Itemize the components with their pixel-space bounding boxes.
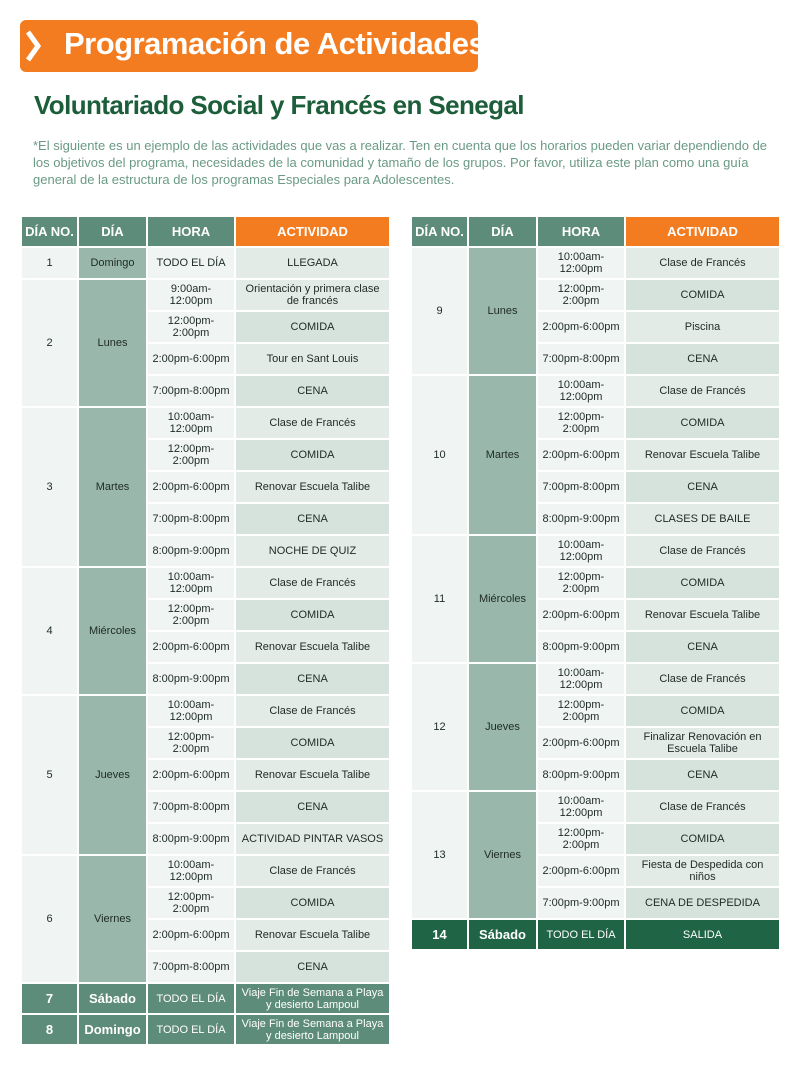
hour-cell: TODO EL DÍA bbox=[148, 248, 234, 278]
table-row bbox=[22, 312, 389, 342]
hour-cell: 10:00am-12:00pm bbox=[538, 536, 624, 566]
day-name-cell: Martes bbox=[79, 408, 146, 566]
hour-cell: 10:00am-12:00pm bbox=[538, 376, 624, 406]
activity-cell: CENA bbox=[626, 472, 779, 502]
table-row bbox=[412, 856, 779, 886]
hour-cell: 2:00pm-6:00pm bbox=[538, 312, 624, 342]
activity-cell: Renovar Escuela Talibe bbox=[236, 920, 389, 950]
table-row bbox=[22, 472, 389, 502]
table-row bbox=[412, 920, 779, 949]
activity-cell: COMIDA bbox=[626, 824, 779, 854]
table-row bbox=[412, 344, 779, 374]
activity-cell: COMIDA bbox=[236, 440, 389, 470]
activity-cell: COMIDA bbox=[626, 568, 779, 598]
hour-cell: 7:00pm-8:00pm bbox=[148, 504, 234, 534]
title-banner bbox=[20, 20, 486, 72]
table-row bbox=[412, 632, 779, 662]
column-header-activity: ACTIVIDAD bbox=[626, 217, 779, 246]
program-subtitle: Voluntariado Social y Francés en Senegal bbox=[34, 90, 524, 120]
activity-cell: CENA bbox=[236, 504, 389, 534]
activity-cell: Renovar Escuela Talibe bbox=[236, 472, 389, 502]
activity-cell: CENA bbox=[236, 376, 389, 406]
column-header-hour: HORA bbox=[538, 217, 624, 246]
day-name-cell: Sábado bbox=[469, 920, 536, 949]
table-row bbox=[412, 888, 779, 918]
table-row bbox=[412, 408, 779, 438]
hour-cell: 2:00pm-6:00pm bbox=[538, 856, 624, 886]
hour-cell: 12:00pm-2:00pm bbox=[148, 888, 234, 918]
column-header-day: DÍA bbox=[79, 217, 146, 246]
day-number-cell: 2 bbox=[22, 280, 77, 406]
activity-cell: Piscina bbox=[626, 312, 779, 342]
hour-cell: 7:00pm-8:00pm bbox=[538, 344, 624, 374]
activity-cell: CENA bbox=[626, 344, 779, 374]
day-number-cell: 8 bbox=[22, 1015, 77, 1044]
table-header-row bbox=[22, 217, 389, 246]
hour-cell: 12:00pm-2:00pm bbox=[538, 408, 624, 438]
activity-cell: Clase de Francés bbox=[236, 696, 389, 726]
activity-cell: Clase de Francés bbox=[236, 568, 389, 598]
table-row bbox=[22, 280, 389, 310]
hour-cell: 2:00pm-6:00pm bbox=[148, 920, 234, 950]
activity-cell: COMIDA bbox=[236, 312, 389, 342]
day-number-cell: 1 bbox=[22, 248, 77, 278]
column-header-day-number: DÍA NO. bbox=[22, 217, 77, 246]
table-row bbox=[22, 728, 389, 758]
day-name-cell: Lunes bbox=[79, 280, 146, 406]
activity-cell: Renovar Escuela Talibe bbox=[236, 760, 389, 790]
activity-cell: COMIDA bbox=[626, 280, 779, 310]
day-name-cell: Jueves bbox=[469, 664, 536, 790]
hour-cell: 8:00pm-9:00pm bbox=[538, 760, 624, 790]
table-row bbox=[412, 792, 779, 822]
hour-cell: 12:00pm-2:00pm bbox=[538, 696, 624, 726]
hour-cell: 12:00pm-2:00pm bbox=[148, 600, 234, 630]
day-number-cell: 13 bbox=[412, 792, 467, 918]
activity-cell: Fiesta de Despedida con niños bbox=[626, 856, 779, 886]
table-row bbox=[22, 664, 389, 694]
day-number-cell: 10 bbox=[412, 376, 467, 534]
page-title: Programación de Actividades bbox=[64, 26, 486, 61]
hour-cell: 8:00pm-9:00pm bbox=[148, 664, 234, 694]
hour-cell: TODO EL DÍA bbox=[538, 920, 624, 949]
activity-cell: COMIDA bbox=[626, 696, 779, 726]
hour-cell: 10:00am-12:00pm bbox=[148, 408, 234, 438]
hour-cell: 2:00pm-6:00pm bbox=[148, 632, 234, 662]
day-number-cell: 9 bbox=[412, 248, 467, 374]
hour-cell: 7:00pm-8:00pm bbox=[148, 952, 234, 982]
hour-cell: 2:00pm-6:00pm bbox=[538, 440, 624, 470]
table-row bbox=[412, 248, 779, 278]
table-row bbox=[412, 376, 779, 406]
table-row bbox=[412, 568, 779, 598]
hour-cell: 12:00pm-2:00pm bbox=[148, 440, 234, 470]
table-row bbox=[22, 440, 389, 470]
table-row bbox=[22, 984, 389, 1013]
hour-cell: 12:00pm-2:00pm bbox=[148, 312, 234, 342]
table-row bbox=[412, 728, 779, 758]
activity-cell: Clase de Francés bbox=[626, 248, 779, 278]
day-name-cell: Sábado bbox=[79, 984, 146, 1013]
table-row bbox=[22, 632, 389, 662]
table-row bbox=[412, 600, 779, 630]
activity-cell: ACTIVIDAD PINTAR VASOS bbox=[236, 824, 389, 854]
table-row bbox=[412, 696, 779, 726]
day-name-cell: Viernes bbox=[79, 856, 146, 982]
hour-cell: 8:00pm-9:00pm bbox=[148, 536, 234, 566]
hour-cell: TODO EL DÍA bbox=[148, 1015, 234, 1044]
table-row bbox=[22, 600, 389, 630]
table-row bbox=[22, 248, 389, 278]
table-row bbox=[22, 824, 389, 854]
table-row bbox=[412, 472, 779, 502]
activity-cell: COMIDA bbox=[236, 600, 389, 630]
hour-cell: 10:00am-12:00pm bbox=[538, 248, 624, 278]
table-row bbox=[412, 824, 779, 854]
day-name-cell: Domingo bbox=[79, 248, 146, 278]
activity-cell: Clase de Francés bbox=[626, 664, 779, 694]
table-row bbox=[22, 376, 389, 406]
hour-cell: 12:00pm-2:00pm bbox=[538, 568, 624, 598]
day-name-cell: Lunes bbox=[469, 248, 536, 374]
activity-cell: COMIDA bbox=[626, 408, 779, 438]
column-header-hour: HORA bbox=[148, 217, 234, 246]
day-number-cell: 5 bbox=[22, 696, 77, 854]
table-row bbox=[22, 408, 389, 438]
table-row bbox=[22, 504, 389, 534]
day-number-cell: 6 bbox=[22, 856, 77, 982]
schedule-table-right bbox=[410, 215, 781, 951]
hour-cell: 2:00pm-6:00pm bbox=[538, 728, 624, 758]
table-row bbox=[22, 760, 389, 790]
hour-cell: 9:00am-12:00pm bbox=[148, 280, 234, 310]
day-number-cell: 14 bbox=[412, 920, 467, 949]
table-header-row bbox=[412, 217, 779, 246]
hour-cell: 7:00pm-8:00pm bbox=[538, 472, 624, 502]
table-row bbox=[22, 1015, 389, 1044]
table-row bbox=[412, 440, 779, 470]
activity-cell: CENA bbox=[236, 664, 389, 694]
column-header-day-number: DÍA NO. bbox=[412, 217, 467, 246]
table-row bbox=[412, 280, 779, 310]
hour-cell: 12:00pm-2:00pm bbox=[538, 280, 624, 310]
activity-cell: Clase de Francés bbox=[236, 856, 389, 886]
activity-cell: CENA bbox=[236, 952, 389, 982]
activity-cell: CENA DE DESPEDIDA bbox=[626, 888, 779, 918]
hour-cell: 8:00pm-9:00pm bbox=[538, 504, 624, 534]
hour-cell: 2:00pm-6:00pm bbox=[538, 600, 624, 630]
table-row bbox=[22, 888, 389, 918]
activity-cell: Finalizar Renovación en Escuela Talibe bbox=[626, 728, 779, 758]
day-name-cell: Miércoles bbox=[469, 536, 536, 662]
activity-cell: Viaje Fin de Semana a Playa y desierto Lampoul bbox=[236, 984, 389, 1013]
table-row bbox=[22, 568, 389, 598]
table-row bbox=[412, 504, 779, 534]
table-row bbox=[412, 760, 779, 790]
day-number-cell: 12 bbox=[412, 664, 467, 790]
table-row bbox=[412, 536, 779, 566]
activity-cell: COMIDA bbox=[236, 888, 389, 918]
day-name-cell: Miércoles bbox=[79, 568, 146, 694]
hour-cell: 10:00am-12:00pm bbox=[148, 856, 234, 886]
activity-cell: CENA bbox=[626, 632, 779, 662]
table-row bbox=[22, 856, 389, 886]
day-name-cell: Viernes bbox=[469, 792, 536, 918]
schedule-table-left bbox=[20, 215, 391, 1046]
hour-cell: 2:00pm-6:00pm bbox=[148, 472, 234, 502]
schedule-note: *El siguiente es un ejemplo de las actividades que vas a realizar. Ten en cuenta que los horarios pueden variar dependiendo de los objetivos del programa, necesidades de la comunidad y tamaño de los grupos. Por favor, utiliza este plan como una guía general de la estructura de los programas Especiales para Adolescentes. bbox=[33, 138, 768, 187]
activity-cell: CENA bbox=[626, 760, 779, 790]
day-number-cell: 11 bbox=[412, 536, 467, 662]
activity-cell: Tour en Sant Louis bbox=[236, 344, 389, 374]
hour-cell: 12:00pm-2:00pm bbox=[148, 728, 234, 758]
activity-cell: Renovar Escuela Talibe bbox=[626, 600, 779, 630]
activity-cell: CENA bbox=[236, 792, 389, 822]
table-row bbox=[22, 792, 389, 822]
table-row bbox=[22, 696, 389, 726]
activity-cell: CLASES DE BAILE bbox=[626, 504, 779, 534]
hour-cell: 12:00pm-2:00pm bbox=[538, 824, 624, 854]
day-name-cell: Jueves bbox=[79, 696, 146, 854]
day-name-cell: Martes bbox=[469, 376, 536, 534]
column-header-activity: ACTIVIDAD bbox=[236, 217, 389, 246]
table-row bbox=[412, 664, 779, 694]
hour-cell: 7:00pm-8:00pm bbox=[148, 792, 234, 822]
activity-cell: NOCHE DE QUIZ bbox=[236, 536, 389, 566]
day-number-cell: 7 bbox=[22, 984, 77, 1013]
table-row bbox=[412, 312, 779, 342]
hour-cell: 10:00am-12:00pm bbox=[148, 696, 234, 726]
hour-cell: 7:00pm-8:00pm bbox=[148, 376, 234, 406]
hour-cell: 2:00pm-6:00pm bbox=[148, 344, 234, 374]
hour-cell: 8:00pm-9:00pm bbox=[538, 632, 624, 662]
activity-cell: Orientación y primera clase de francés bbox=[236, 280, 389, 310]
activity-cell: Renovar Escuela Talibe bbox=[626, 440, 779, 470]
day-name-cell: Domingo bbox=[79, 1015, 146, 1044]
column-header-day: DÍA bbox=[469, 217, 536, 246]
day-number-cell: 3 bbox=[22, 408, 77, 566]
hour-cell: 7:00pm-9:00pm bbox=[538, 888, 624, 918]
activity-cell: Clase de Francés bbox=[626, 536, 779, 566]
day-number-cell: 4 bbox=[22, 568, 77, 694]
table-row bbox=[22, 536, 389, 566]
activity-cell: Viaje Fin de Semana a Playa y desierto Lampoul bbox=[236, 1015, 389, 1044]
hour-cell: 10:00am-12:00pm bbox=[538, 792, 624, 822]
activity-cell: Clase de Francés bbox=[236, 408, 389, 438]
activity-cell: COMIDA bbox=[236, 728, 389, 758]
hour-cell: 10:00am-12:00pm bbox=[538, 664, 624, 694]
activity-cell: SALIDA bbox=[626, 920, 779, 949]
activity-cell: Clase de Francés bbox=[626, 376, 779, 406]
hour-cell: 10:00am-12:00pm bbox=[148, 568, 234, 598]
activity-cell: Clase de Francés bbox=[626, 792, 779, 822]
table-row bbox=[22, 952, 389, 982]
activity-cell: Renovar Escuela Talibe bbox=[236, 632, 389, 662]
table-row bbox=[22, 920, 389, 950]
hour-cell: 2:00pm-6:00pm bbox=[148, 760, 234, 790]
activity-cell: LLEGADA bbox=[236, 248, 389, 278]
hour-cell: 8:00pm-9:00pm bbox=[148, 824, 234, 854]
hour-cell: TODO EL DÍA bbox=[148, 984, 234, 1013]
table-row bbox=[22, 344, 389, 374]
